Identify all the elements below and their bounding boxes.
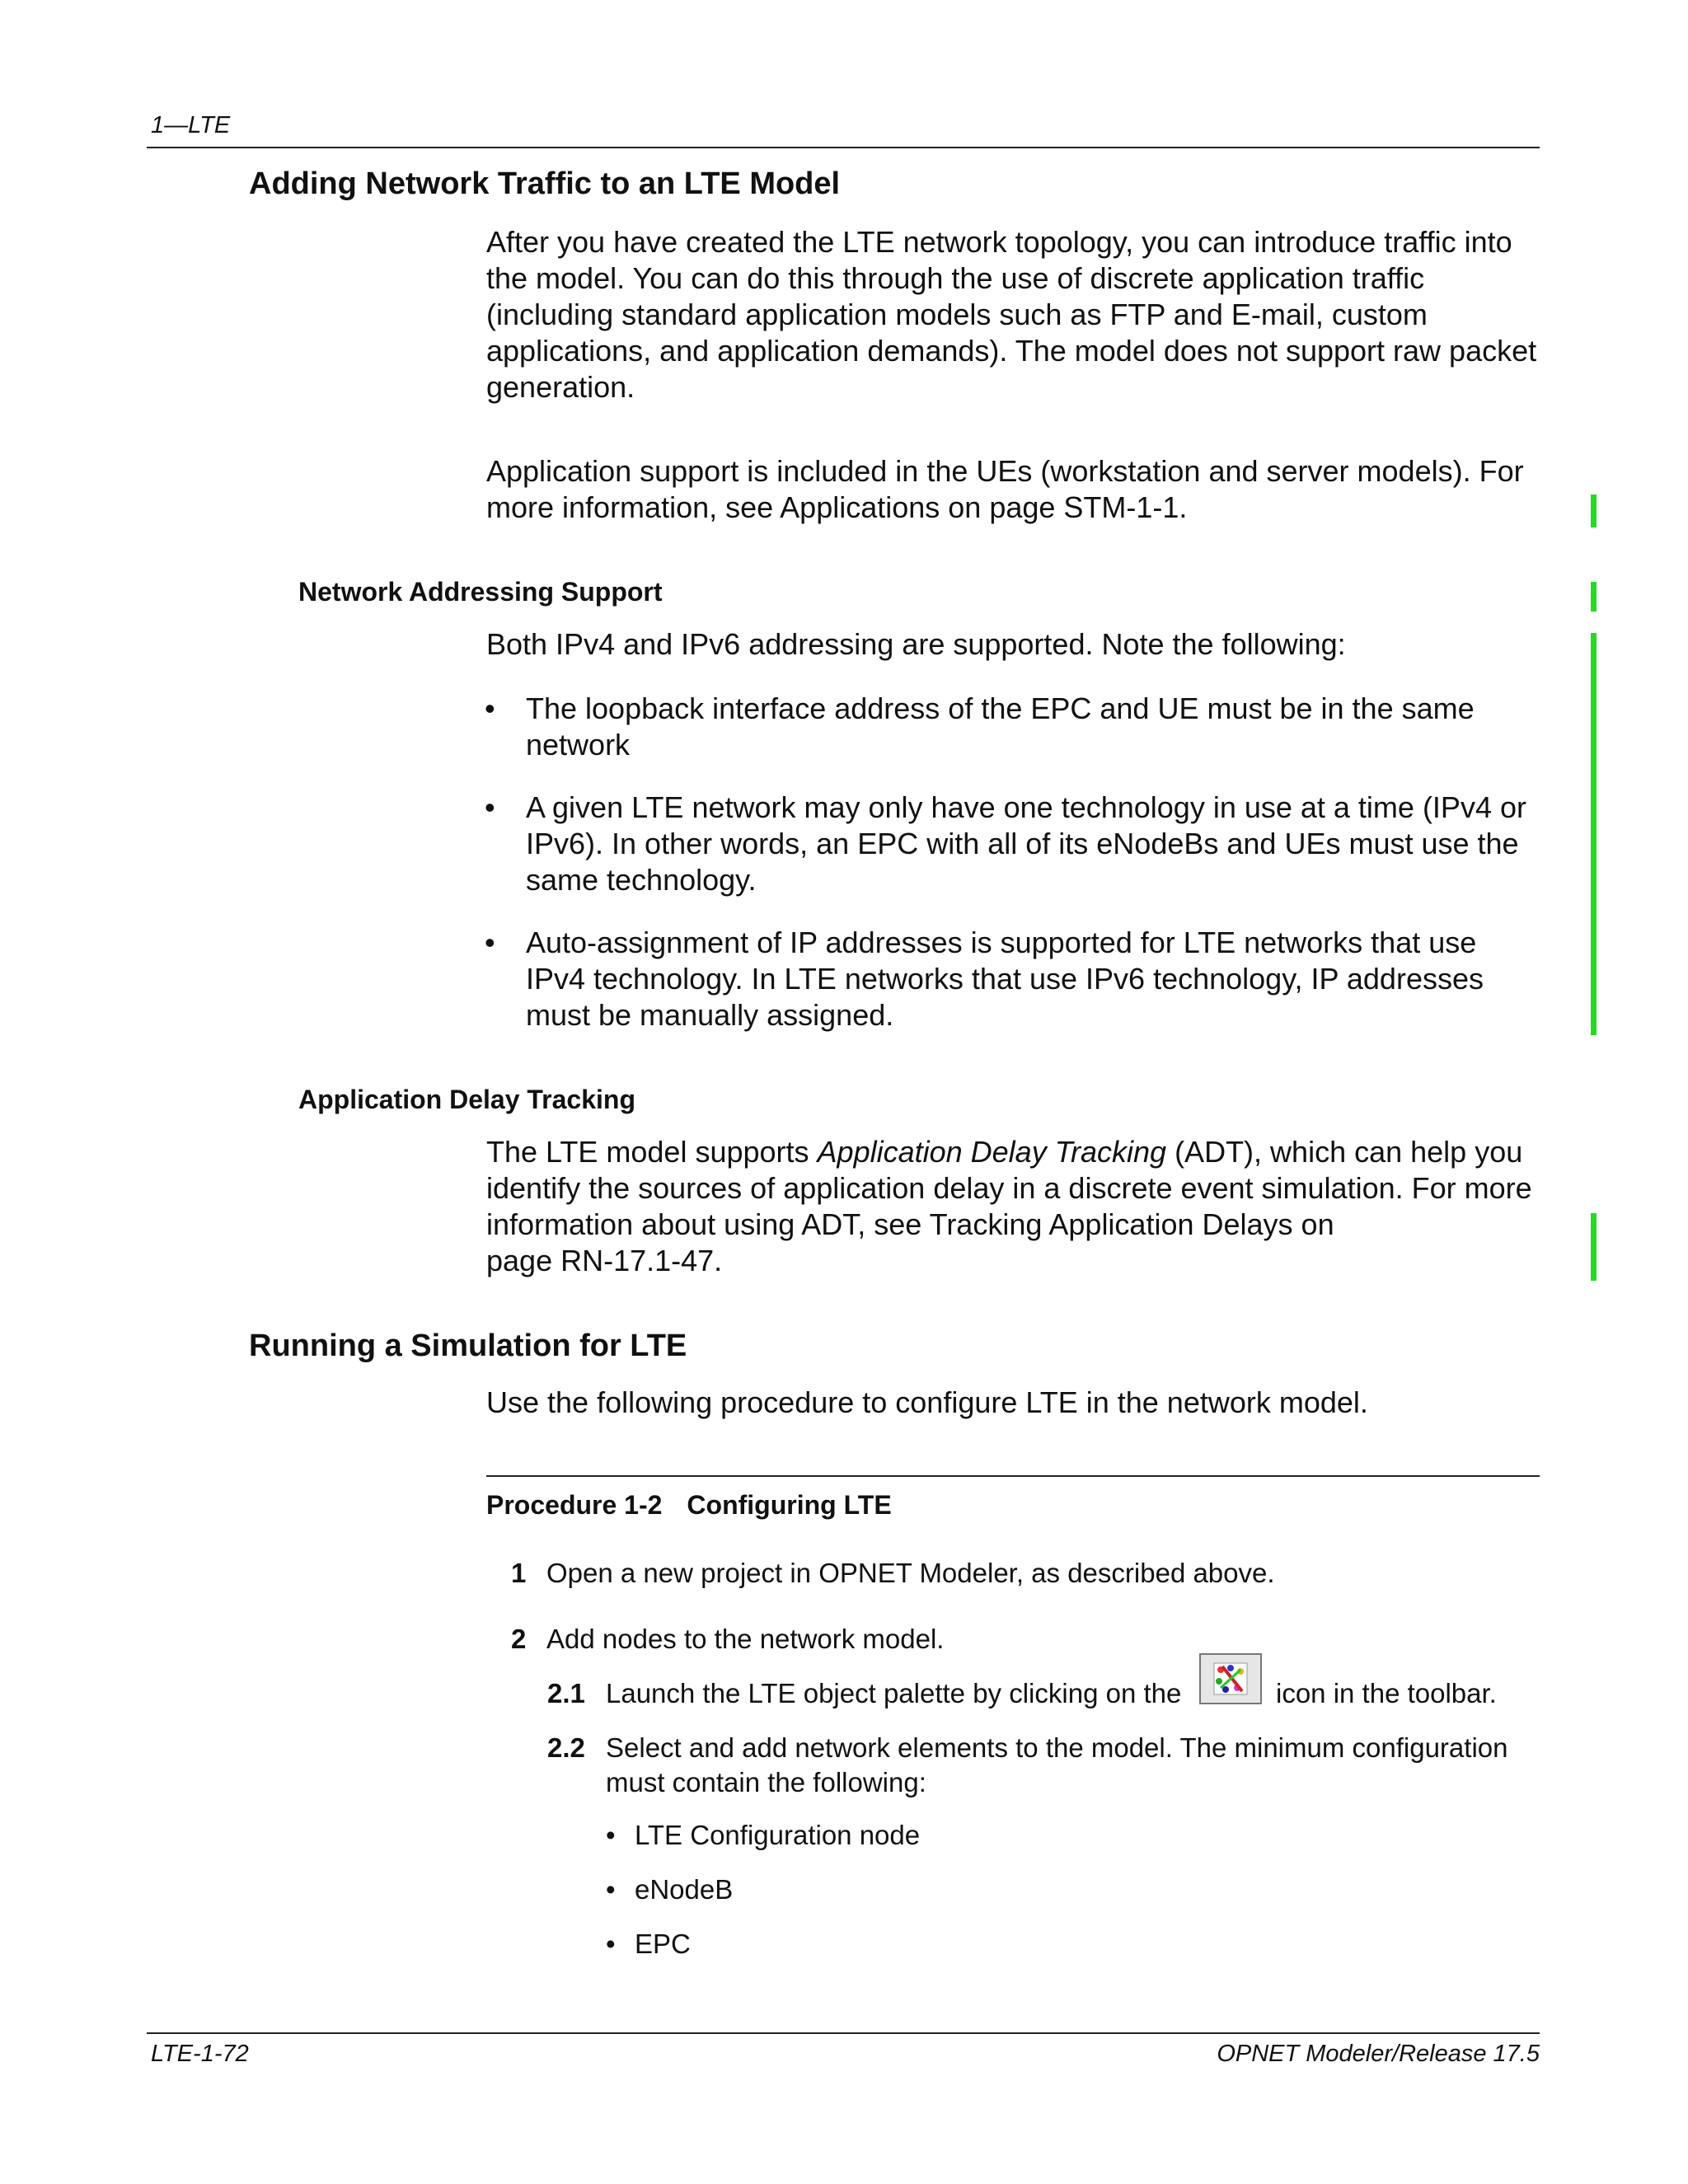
text-line: the model. You can do this through the use of discrete application traffic: [486, 261, 1425, 295]
config-item: LTE Configuration node: [635, 1820, 921, 1850]
bullet-marker: •: [485, 790, 495, 824]
text-line: IPv6). In other words, an EPC with all of its eNodeBs and UEs must use the: [526, 827, 1519, 860]
text-line: The loopback interface address of the EPC and UE must be in the same: [526, 691, 1475, 725]
section-title-adding-traffic: Adding Network Traffic to an LTE Model: [249, 166, 841, 201]
procedure-rule: [486, 1475, 1540, 1477]
section-title-running-simulation: Running a Simulation for LTE: [249, 1329, 687, 1363]
lte-palette-icon[interactable]: [1199, 1653, 1262, 1704]
bullet-marker: •: [606, 1820, 616, 1850]
text-line: identify the sources of application delay in a discrete event simulation. For more: [486, 1171, 1532, 1205]
text-line: must be manually assigned.: [526, 998, 894, 1032]
step-number: 2: [511, 1624, 527, 1654]
text-line: Application support is included in the UEs (workstation and server models). For: [486, 454, 1524, 488]
bullet-marker: •: [485, 691, 495, 725]
footer-rule: [147, 2032, 1540, 2034]
bullet-marker: •: [606, 1874, 616, 1905]
step-text: Open a new project in OPNET Modeler, as described above.: [546, 1558, 1275, 1588]
substep-number: 2.1: [547, 1678, 585, 1708]
addressing-bullet-1: [526, 691, 1564, 763]
procedure-heading: [486, 1490, 892, 1521]
text-line: A given LTE network may only have one technology in use at a time (IPv4 or: [526, 790, 1526, 824]
bullet-marker: •: [606, 1929, 616, 1959]
addressing-bullet-2: [526, 790, 1564, 898]
text-line: generation.: [486, 370, 635, 404]
text-line: Auto-assignment of IP addresses is supported for LTE networks that use: [526, 926, 1477, 959]
text-line: network: [526, 728, 631, 762]
change-bar: [1591, 1213, 1597, 1281]
change-bar: [1591, 494, 1597, 527]
addressing-intro: Both IPv4 and IPv6 addressing are supported. Note the following:: [486, 627, 1346, 661]
section1-paragraph-1: [486, 224, 1558, 405]
section1-paragraph-2: [486, 453, 1558, 526]
text-line: After you have created the LTE network topology, you can introduce traffic into: [486, 225, 1512, 259]
emphasized-term: Application Delay Tracking: [817, 1135, 1167, 1169]
text-line: information about using ADT, see Tracking Application Delays on: [486, 1207, 1334, 1241]
text-line: same technology.: [526, 863, 757, 897]
header-rule: [147, 147, 1540, 148]
section2-intro: Use the following procedure to configure LTE in the network model.: [486, 1385, 1368, 1419]
footer-product: OPNET Modeler/Release 17.5: [1217, 2041, 1540, 2067]
text-line: Select and add network elements to the model. The minimum configuration: [606, 1732, 1508, 1763]
text-line: applications, and application demands). The model does not support raw packet: [486, 334, 1537, 368]
text-line: must contain the following:: [606, 1767, 926, 1797]
step-number: 1: [511, 1558, 527, 1588]
text-line: [486, 1134, 1566, 1170]
footer-page-number: LTE-1-72: [151, 2041, 249, 2067]
adt-paragraph: [486, 1134, 1566, 1279]
palette-icon-graphic: [1201, 1655, 1260, 1703]
procedure-title: Configuring LTE: [687, 1490, 892, 1520]
subsection-title-addressing: Network Addressing Support: [298, 577, 663, 607]
config-item: EPC: [635, 1929, 691, 1959]
addressing-bullet-3: [526, 925, 1564, 1033]
step-text: Add nodes to the network model.: [546, 1624, 945, 1654]
substep-text-end: icon in the toolbar.: [1276, 1678, 1497, 1708]
config-item: eNodeB: [635, 1874, 734, 1905]
change-bar: [1591, 633, 1597, 1035]
text-line: IPv4 technology. In LTE networks that use IPv6 technology, IP addresses: [526, 962, 1484, 996]
running-head: 1—LTE: [151, 112, 231, 138]
change-bar: [1591, 582, 1597, 612]
substep-number: 2.2: [547, 1732, 585, 1763]
text-line: page RN-17.1-47.: [486, 1244, 723, 1277]
procedure-label: Procedure 1-2: [486, 1490, 663, 1520]
text-run: (ADT), which can help you: [1166, 1135, 1523, 1169]
substep-text-start: Launch the LTE object palette by clicking on the: [606, 1678, 1182, 1708]
subsection-title-adt: Application Delay Tracking: [298, 1085, 635, 1114]
substep-text: [606, 1731, 1554, 1800]
text-line: more information, see Applications on page STM-1-1.: [486, 490, 1188, 524]
text-run: The LTE model supports: [486, 1135, 818, 1169]
text-line: (including standard application models such as FTP and E-mail, custom: [486, 298, 1428, 331]
bullet-marker: •: [485, 926, 495, 959]
